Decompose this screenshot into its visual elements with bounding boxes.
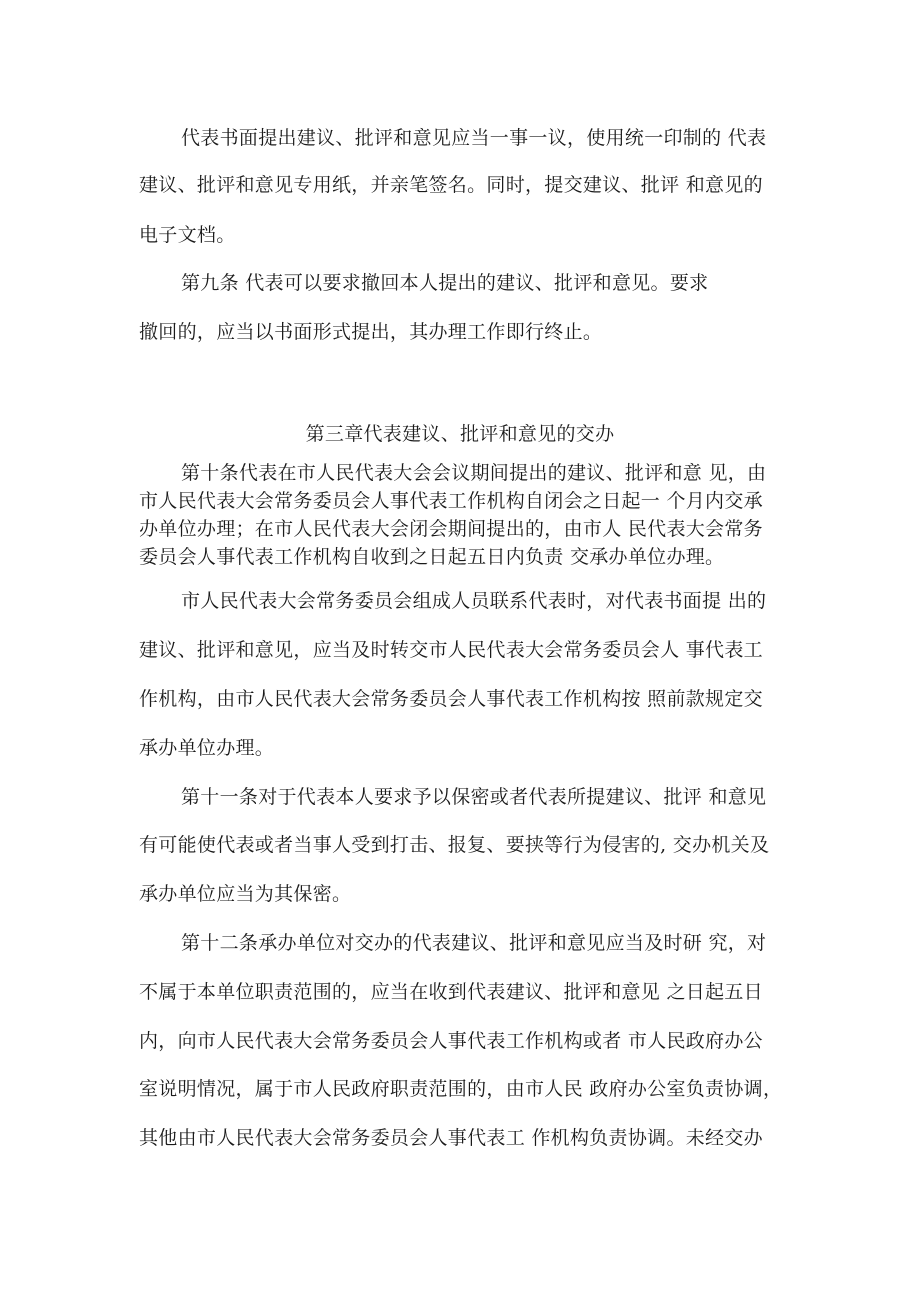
paragraph-line: 撤回的，应当以书面形式提出，其办理工作即行终止。 [139,321,603,343]
paragraph-line: 第九条 代表可以要求撤回本人提出的建议、批评和意见。要求 [181,272,709,294]
paragraph-line: 不属于本单位职责范围的，应当在收到代表建议、批评和意见 之日起五日 [139,981,763,1003]
chapter-heading: 第三章代表建议、批评和意见的交办 [305,423,615,445]
paragraph-line: 建议、批评和意见，应当及时转交市人民代表大会常务委员会人 事代表工 [139,639,763,661]
paragraph-line: 第十一条对于代表本人要求予以保密或者代表所提建议、批评 和意见 [181,786,767,808]
paragraph-line: 办单位办理；在市人民代表大会闭会期间提出的，由市人 民代表大会常务 [139,518,763,540]
paragraph-line: 第十二条承办单位对交办的代表建议、批评和意见应当及时研 究，对 [181,932,767,954]
paragraph-line: 承办单位应当为其保密。 [139,883,352,905]
paragraph-line: 作机构，由市人民代表大会常务委员会人事代表工作机构按 照前款规定交 [139,688,763,710]
paragraph-line: 电子文档。 [139,224,236,246]
paragraph-line: 室说明情况，属于市人民政府职责范围的，由市人民 政府办公室负责协调， [139,1078,783,1100]
paragraph-line: 代表书面提出建议、批评和意见应当一事一议，使用统一印制的 代表 [181,127,767,149]
paragraph-line: 市人民代表大会常务委员会人事代表工作机构自闭会之日起一 个月内交承 [139,490,763,512]
paragraph-line: 其他由市人民代表大会常务委员会人事代表工 作机构负责协调。未经交办 [139,1127,763,1149]
paragraph-line: 市人民代表大会常务委员会组成人员联系代表时，对代表书面提 出的 [181,590,767,612]
paragraph-line: 内，向市人民代表大会常务委员会人事代表工作机构或者 市人民政府办公 [139,1030,763,1052]
paragraph-line: 有可能使代表或者当事人受到打击、报复、要挟等行为侵害的, 交办机关及 [139,834,770,856]
paragraph-line: 承办单位办理。 [139,737,275,759]
paragraph-line: 委员会人事代表工作机构自收到之日起五日内负责 交承办单位办理。 [139,546,725,568]
paragraph-line: 建议、批评和意见专用纸，并亲笔签名。同时，提交建议、批评 和意见的 [139,174,763,196]
paragraph-line: 第十条代表在市人民代表大会会议期间提出的建议、批评和意 见，由 [181,462,767,484]
